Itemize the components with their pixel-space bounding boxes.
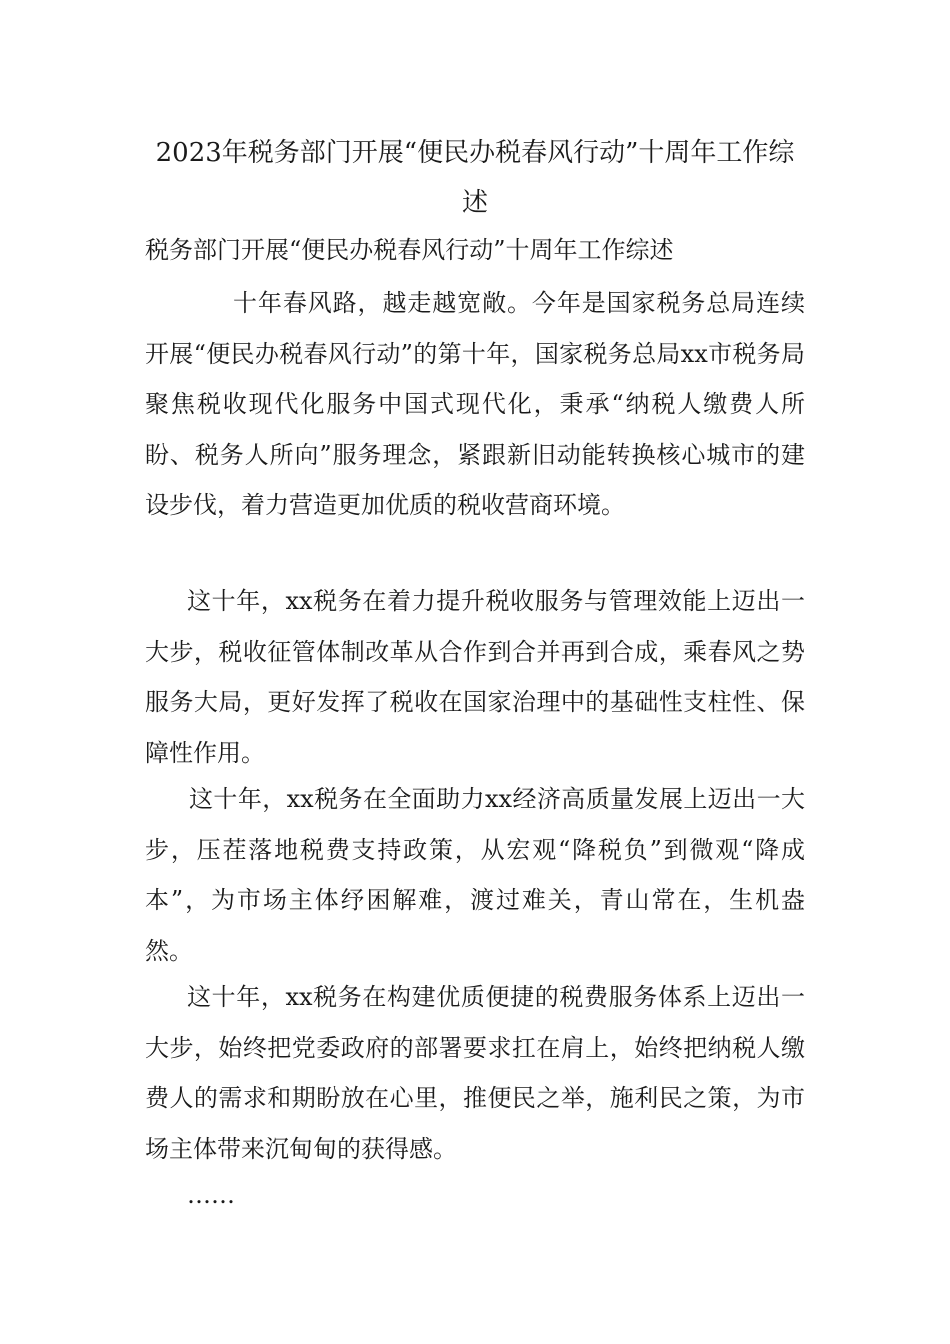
- paragraph-intro: 十年春风路，越走越宽敞。今年是国家税务总局连续开展“便民办税春风行动”的第十年，国家税务总局xx市税务局聚焦税收现代化服务中国式现代化，秉承“纳税人缴费人所盼、税务人所向”服务理念，紧跟新旧动能转换核心城市的建设步伐，着力营造更加优质的税收营商环境。: [145, 289, 805, 520]
- document-subtitle: 税务部门开展“便民办税春风行动”十周年工作综述: [145, 236, 674, 264]
- paragraph-governance: 这十年，xx税务在着力提升税收服务与管理效能上迈出一大步，税收征管体制改革从合作到合并再到合成，乘春风之势服务大局，更好发挥了税收在国家治理中的基础性支柱性、保障性作用。: [145, 587, 805, 767]
- paragraph-service: 这十年，xx税务在构建优质便捷的税费服务体系上迈出一大步，始终把党委政府的部署要求扛在肩上，始终把纳税人缴费人的需求和期盼放在心里，推便民之举，施利民之策，为市场主体带来沉甸甸的获得感。: [145, 983, 805, 1163]
- ellipsis: ……: [187, 1181, 235, 1209]
- paragraph-economy: 这十年，xx税务在全面助力xx经济高质量发展上迈出一大步，压茬落地税费支持政策，从宏观“降税负”到微观“降成本”，为市场主体纾困解难，渡过难关，青山常在，生机盎然。: [145, 785, 805, 965]
- document-title: 2023年税务部门开展“便民办税春风行动”十周年工作综述: [155, 138, 795, 218]
